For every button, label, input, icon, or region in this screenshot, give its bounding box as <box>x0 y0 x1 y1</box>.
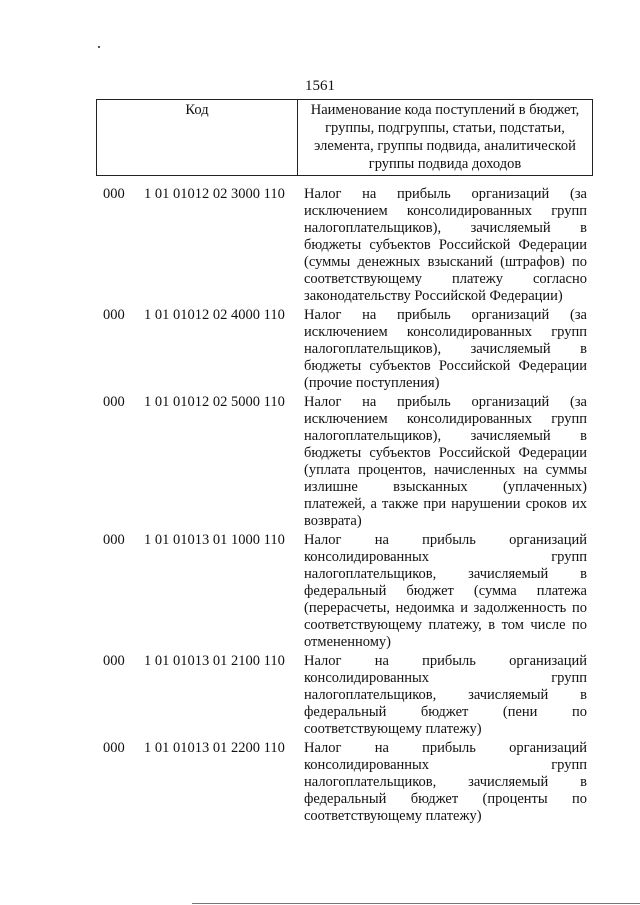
revenue-description: Налог на прибыль организаций консолидированных групп налогоплательщиков, зачисляемый в федеральный бюджет (пени по соответствующему платежу) <box>304 653 587 737</box>
admin-code: 000 <box>103 740 125 756</box>
revenue-description: Налог на прибыль организаций (за исключением консолидированных групп налогоплательщиков), зачисляемый в бюджеты субъектов Российской Федерации (уплата процентов, начисленных на суммы излишне взысканных (уплаченных) платежей, а также при нарушении сроков их возврата) <box>304 394 587 529</box>
table-row <box>0 532 640 651</box>
page-bottom-edge <box>192 903 640 904</box>
admin-code: 000 <box>103 307 125 323</box>
revenue-description: Налог на прибыль организаций консолидированных групп налогоплательщиков, зачисляемый в федеральный бюджет (сумма платежа (перерасчеты, недоимка и задолженность по соответствующему платежу, в том числе по отмененному) <box>304 532 587 650</box>
revenue-code: 1 01 01012 02 3000 110 <box>144 186 285 202</box>
table-row <box>0 740 640 825</box>
revenue-code: 1 01 01013 01 2200 110 <box>144 740 285 756</box>
revenue-description: Налог на прибыль организаций (за исключением консолидированных групп налогоплательщиков), зачисляемый в бюджеты субъектов Российской Федерации (прочие поступления) <box>304 307 587 391</box>
revenue-description: Налог на прибыль организаций (за исключением консолидированных групп налогоплательщиков), зачисляемый в бюджеты субъектов Российской Федерации (суммы денежных взысканий (штрафов) по соответствующему платежу согласно законодательству Российской Федерации) <box>304 186 587 304</box>
table-header <box>96 99 593 176</box>
page-number: 1561 <box>305 78 335 94</box>
admin-code: 000 <box>103 532 125 548</box>
revenue-code: 1 01 01012 02 4000 110 <box>144 307 285 323</box>
table-row <box>0 653 640 738</box>
header-code-column: Код <box>97 100 298 175</box>
revenue-code: 1 01 01013 01 2100 110 <box>144 653 285 669</box>
revenue-code: 1 01 01013 01 1000 110 <box>144 532 285 548</box>
revenue-code: 1 01 01012 02 5000 110 <box>144 394 285 410</box>
admin-code: 000 <box>103 186 125 202</box>
scan-speck <box>98 46 100 48</box>
header-name-column: Наименование кода поступлений в бюджет, группы, подгруппы, статьи, подстатьи, элемента, группы подвида, аналитической группы подвида доходов <box>310 102 580 172</box>
table-row <box>0 186 640 305</box>
admin-code: 000 <box>103 394 125 410</box>
table-row <box>0 307 640 392</box>
table-row <box>0 394 640 530</box>
table-body <box>0 186 640 825</box>
revenue-description: Налог на прибыль организаций консолидированных групп налогоплательщиков, зачисляемый в федеральный бюджет (проценты по соответствующему платежу) <box>304 740 587 824</box>
admin-code: 000 <box>103 653 125 669</box>
